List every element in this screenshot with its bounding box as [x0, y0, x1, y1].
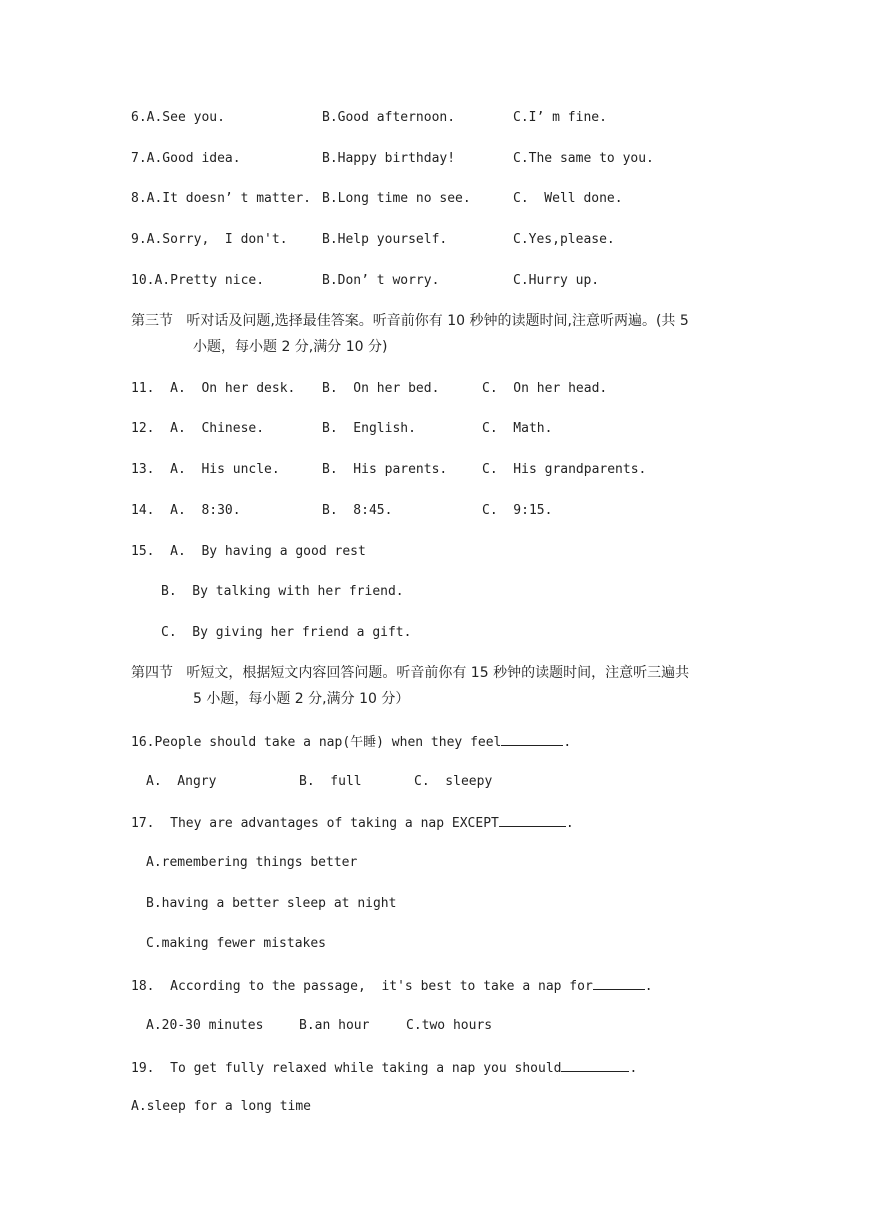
q16-question	[131, 733, 571, 751]
q17-stem-end: .	[565, 816, 574, 831]
q18-answer-blank	[593, 977, 645, 990]
q14-option-a: 14. A. 8:30.	[131, 503, 241, 518]
q18-option-c: C.two hours	[406, 1018, 493, 1033]
q10-option-c: C.Hurry up.	[513, 273, 600, 288]
q11-option-b: B. On her bed.	[322, 381, 440, 396]
q16-stem: 16.People should take a nap(午睡) when they feel	[131, 735, 502, 750]
q18-stem-end: .	[644, 979, 653, 994]
q12-option-b: B. English.	[322, 421, 416, 436]
q18-option-a: A.20-30 minutes	[146, 1018, 264, 1033]
q16-option-b: B. full	[299, 774, 362, 789]
q13-option-b: B. His parents.	[322, 462, 448, 477]
q9-option-b: B.Help yourself.	[322, 232, 448, 247]
q12-option-a: 12. A. Chinese.	[131, 421, 265, 436]
q10-option-b: B.Don’ t worry.	[322, 273, 440, 288]
q7-option-a: 7.A.Good idea.	[131, 151, 241, 166]
q16-option-c: C. sleepy	[414, 774, 493, 789]
q7-option-c: C.The same to you.	[513, 151, 654, 166]
q12-option-c: C. Math.	[482, 421, 553, 436]
q16-stem-end: .	[563, 735, 572, 750]
q19-stem: 19. To get fully relaxed while taking a nap you should	[131, 1061, 562, 1076]
q15-option-b: B. By talking with her friend.	[161, 584, 404, 599]
q10-option-a: 10.A.Pretty nice.	[131, 273, 265, 288]
q16-answer-blank	[501, 733, 563, 746]
q19-question	[131, 1059, 637, 1077]
q11-option-c: C. On her head.	[482, 381, 608, 396]
q16-option-a: A. Angry	[146, 774, 217, 789]
q9-option-a: 9.A.Sorry, I don't.	[131, 232, 288, 247]
q15-option-a: 15. A. By having a good rest	[131, 544, 366, 559]
q17-option-b: B.having a better sleep at night	[146, 896, 397, 911]
q15-option-c: C. By giving her friend a gift.	[161, 625, 412, 640]
section3-instructions-line1: 第三节 听对话及问题,选择最佳答案。听音前你有 10 秒钟的读题时间,注意听两遍。(共 5	[131, 313, 689, 329]
section4-instructions-line1: 第四节 听短文，根据短文内容回答问题。听音前你有 15 秒钟的读题时间，注意听三遍共	[131, 665, 690, 681]
q17-question	[131, 814, 574, 832]
section3-instructions-line2: 小题，每小题 2 分,满分 10 分)	[193, 339, 388, 355]
q8-option-c: C. Well done.	[513, 191, 623, 206]
q8-option-b: B.Long time no see.	[322, 191, 471, 206]
q13-option-a: 13. A. His uncle.	[131, 462, 280, 477]
q19-stem-end: .	[629, 1061, 638, 1076]
q7-option-b: B.Happy birthday!	[322, 151, 456, 166]
q11-option-a: 11. A. On her desk.	[131, 381, 296, 396]
q18-stem: 18. According to the passage, it's best to take a nap for	[131, 979, 593, 994]
q18-option-b: B.an hour	[299, 1018, 370, 1033]
q17-stem: 17. They are advantages of taking a nap EXCEPT	[131, 816, 499, 831]
q8-option-a: 8.A.It doesn’ t matter.	[131, 191, 312, 206]
q17-option-a: A.remembering things better	[146, 855, 358, 870]
q14-option-b: B. 8:45.	[322, 503, 393, 518]
q6-option-c: C.I’ m fine.	[513, 110, 607, 125]
q19-option-a: A.sleep for a long time	[131, 1099, 312, 1114]
q18-question	[131, 977, 653, 995]
q6-option-b: B.Good afternoon.	[322, 110, 456, 125]
section4-instructions-line2: 5 小题，每小题 2 分,满分 10 分）	[193, 691, 410, 707]
q19-answer-blank	[561, 1059, 629, 1072]
q9-option-c: C.Yes,please.	[513, 232, 615, 247]
q13-option-c: C. His grandparents.	[482, 462, 647, 477]
q17-answer-blank	[499, 814, 566, 827]
q14-option-c: C. 9:15.	[482, 503, 553, 518]
q17-option-c: C.making fewer mistakes	[146, 936, 327, 951]
q6-option-a: 6.A.See you.	[131, 110, 225, 125]
